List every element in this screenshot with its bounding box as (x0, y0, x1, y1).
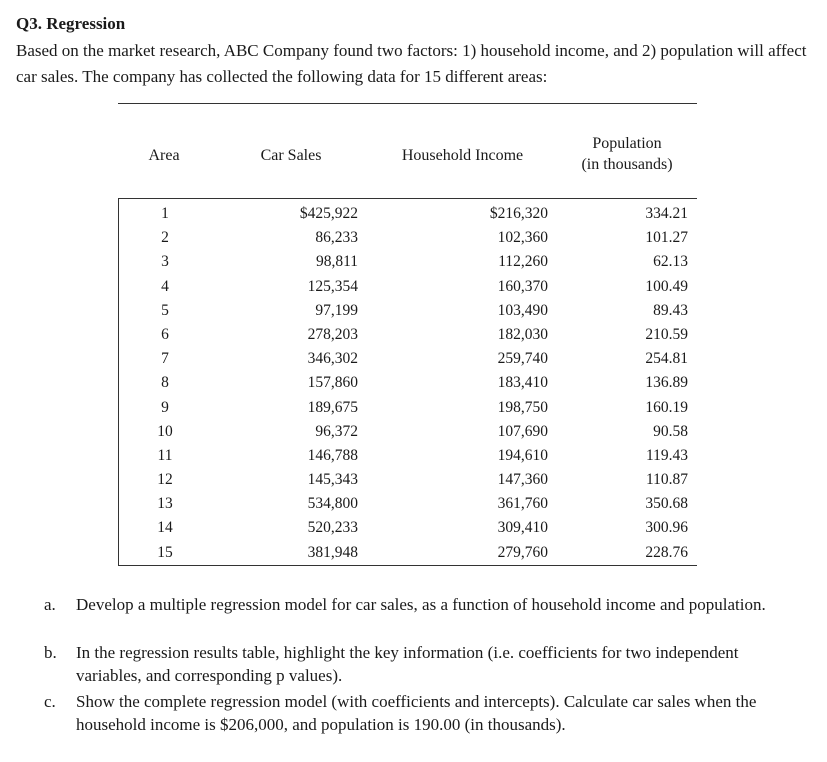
question-b-label: b. (44, 643, 57, 662)
cell-household-income: 279,760 (497, 543, 548, 561)
table-row (118, 227, 697, 251)
cell-area: 10 (157, 422, 173, 440)
table-row (118, 203, 697, 227)
table-row (118, 300, 697, 324)
cell-population: 160.19 (645, 398, 688, 416)
cell-car-sales: 145,343 (307, 471, 358, 489)
question-a-label: a. (44, 595, 56, 614)
cell-household-income: 183,410 (497, 374, 548, 392)
cell-household-income: 107,690 (497, 422, 548, 440)
cell-household-income: 198,750 (497, 398, 548, 416)
cell-car-sales: 97,199 (315, 301, 358, 319)
table-row (118, 276, 697, 300)
table-row (118, 251, 697, 275)
cell-area: 5 (161, 301, 169, 319)
cell-area: 14 (157, 519, 173, 537)
cell-area: 13 (157, 495, 173, 513)
cell-household-income: 102,360 (497, 229, 548, 247)
cell-household-income: 103,490 (497, 301, 548, 319)
cell-population: 90.58 (653, 422, 688, 440)
cell-area: 1 (161, 205, 169, 222)
cell-population: 300.96 (645, 519, 688, 537)
table-row (118, 324, 697, 348)
cell-area: 2 (161, 229, 169, 247)
cell-car-sales: 157,860 (307, 374, 358, 392)
cell-population: 210.59 (645, 325, 688, 343)
cell-population: 334.21 (645, 205, 688, 222)
cell-car-sales: 86,233 (315, 229, 358, 247)
table-row (118, 493, 697, 517)
cell-car-sales: 278,203 (307, 325, 358, 343)
cell-car-sales: $425,922 (299, 205, 358, 222)
cell-area: 3 (161, 253, 169, 271)
cell-household-income: 160,370 (497, 277, 548, 295)
cell-area: 15 (157, 543, 173, 561)
table-row (118, 517, 697, 541)
header-household-income: Household Income (401, 147, 524, 164)
cell-car-sales: 520,233 (307, 519, 358, 537)
cell-area: 9 (161, 398, 169, 416)
cell-household-income: 182,030 (497, 325, 548, 343)
cell-household-income: 147,360 (497, 471, 548, 489)
table-row (118, 445, 697, 469)
table-row (118, 469, 697, 493)
cell-area: 6 (161, 325, 169, 343)
cell-population: 350.68 (645, 495, 688, 513)
cell-household-income: 112,260 (498, 253, 548, 271)
table-row (118, 348, 697, 372)
cell-household-income: 194,610 (497, 446, 548, 464)
question-a-text: Develop a multiple regression model for car sales, as a function of household income and population. (76, 595, 766, 614)
header-population-line1: Population (592, 135, 662, 152)
cell-car-sales: 98,811 (315, 253, 358, 271)
table-top-rule (118, 103, 697, 104)
cell-area: 8 (161, 374, 169, 392)
intro-paragraph: Based on the market research, ABC Company found two factors: 1) household income, and 2) population will affect car sales. The company has collected the following data for 15 different areas: (16, 41, 807, 86)
cell-car-sales: 146,788 (307, 446, 358, 464)
cell-population: 136.89 (645, 374, 688, 392)
cell-population: 89.43 (653, 301, 688, 319)
cell-population: 62.13 (653, 253, 688, 271)
table-row (118, 421, 697, 445)
header-population-line2: (in thousands) (581, 156, 673, 173)
cell-car-sales: 381,948 (307, 543, 358, 561)
cell-area: 4 (161, 277, 169, 295)
question-b-text: In the regression results table, highlight the key information (i.e. coefficients for two independent variables, and corresponding p values). (76, 643, 739, 685)
table-row (118, 542, 697, 566)
cell-population: 119.43 (645, 446, 688, 464)
table-row (118, 397, 697, 421)
cell-car-sales: 96,372 (315, 422, 358, 440)
cell-car-sales: 534,800 (307, 495, 358, 513)
table-row (118, 372, 697, 396)
question-title: Q3. Regression (16, 14, 126, 33)
cell-area: 12 (157, 471, 173, 489)
cell-household-income: 259,740 (497, 350, 548, 368)
cell-population: 110.87 (645, 471, 688, 489)
cell-population: 228.76 (645, 543, 688, 561)
question-c-label: c. (44, 692, 56, 711)
cell-area: 11 (157, 446, 173, 464)
table-bottom-rule (118, 565, 697, 566)
cell-car-sales: 189,675 (307, 398, 358, 416)
data-table-body (118, 203, 697, 566)
header-car-sales: Car Sales (260, 147, 322, 164)
cell-population: 254.81 (645, 350, 688, 368)
question-c-text: Show the complete regression model (with coefficients and intercepts). Calculate car sales when the household income is $206,000, and population is 190.00 (in thousands). (76, 692, 757, 734)
cell-household-income: 361,760 (497, 495, 548, 513)
cell-car-sales: 346,302 (307, 350, 358, 368)
cell-household-income: $216,320 (489, 205, 548, 222)
cell-area: 7 (161, 350, 169, 368)
table-header-rule (118, 198, 697, 199)
cell-population: 101.27 (645, 229, 688, 247)
header-population (567, 133, 687, 175)
cell-household-income: 309,410 (497, 519, 548, 537)
header-area: Area (148, 147, 180, 164)
cell-car-sales: 125,354 (307, 277, 358, 295)
cell-population: 100.49 (645, 277, 688, 295)
